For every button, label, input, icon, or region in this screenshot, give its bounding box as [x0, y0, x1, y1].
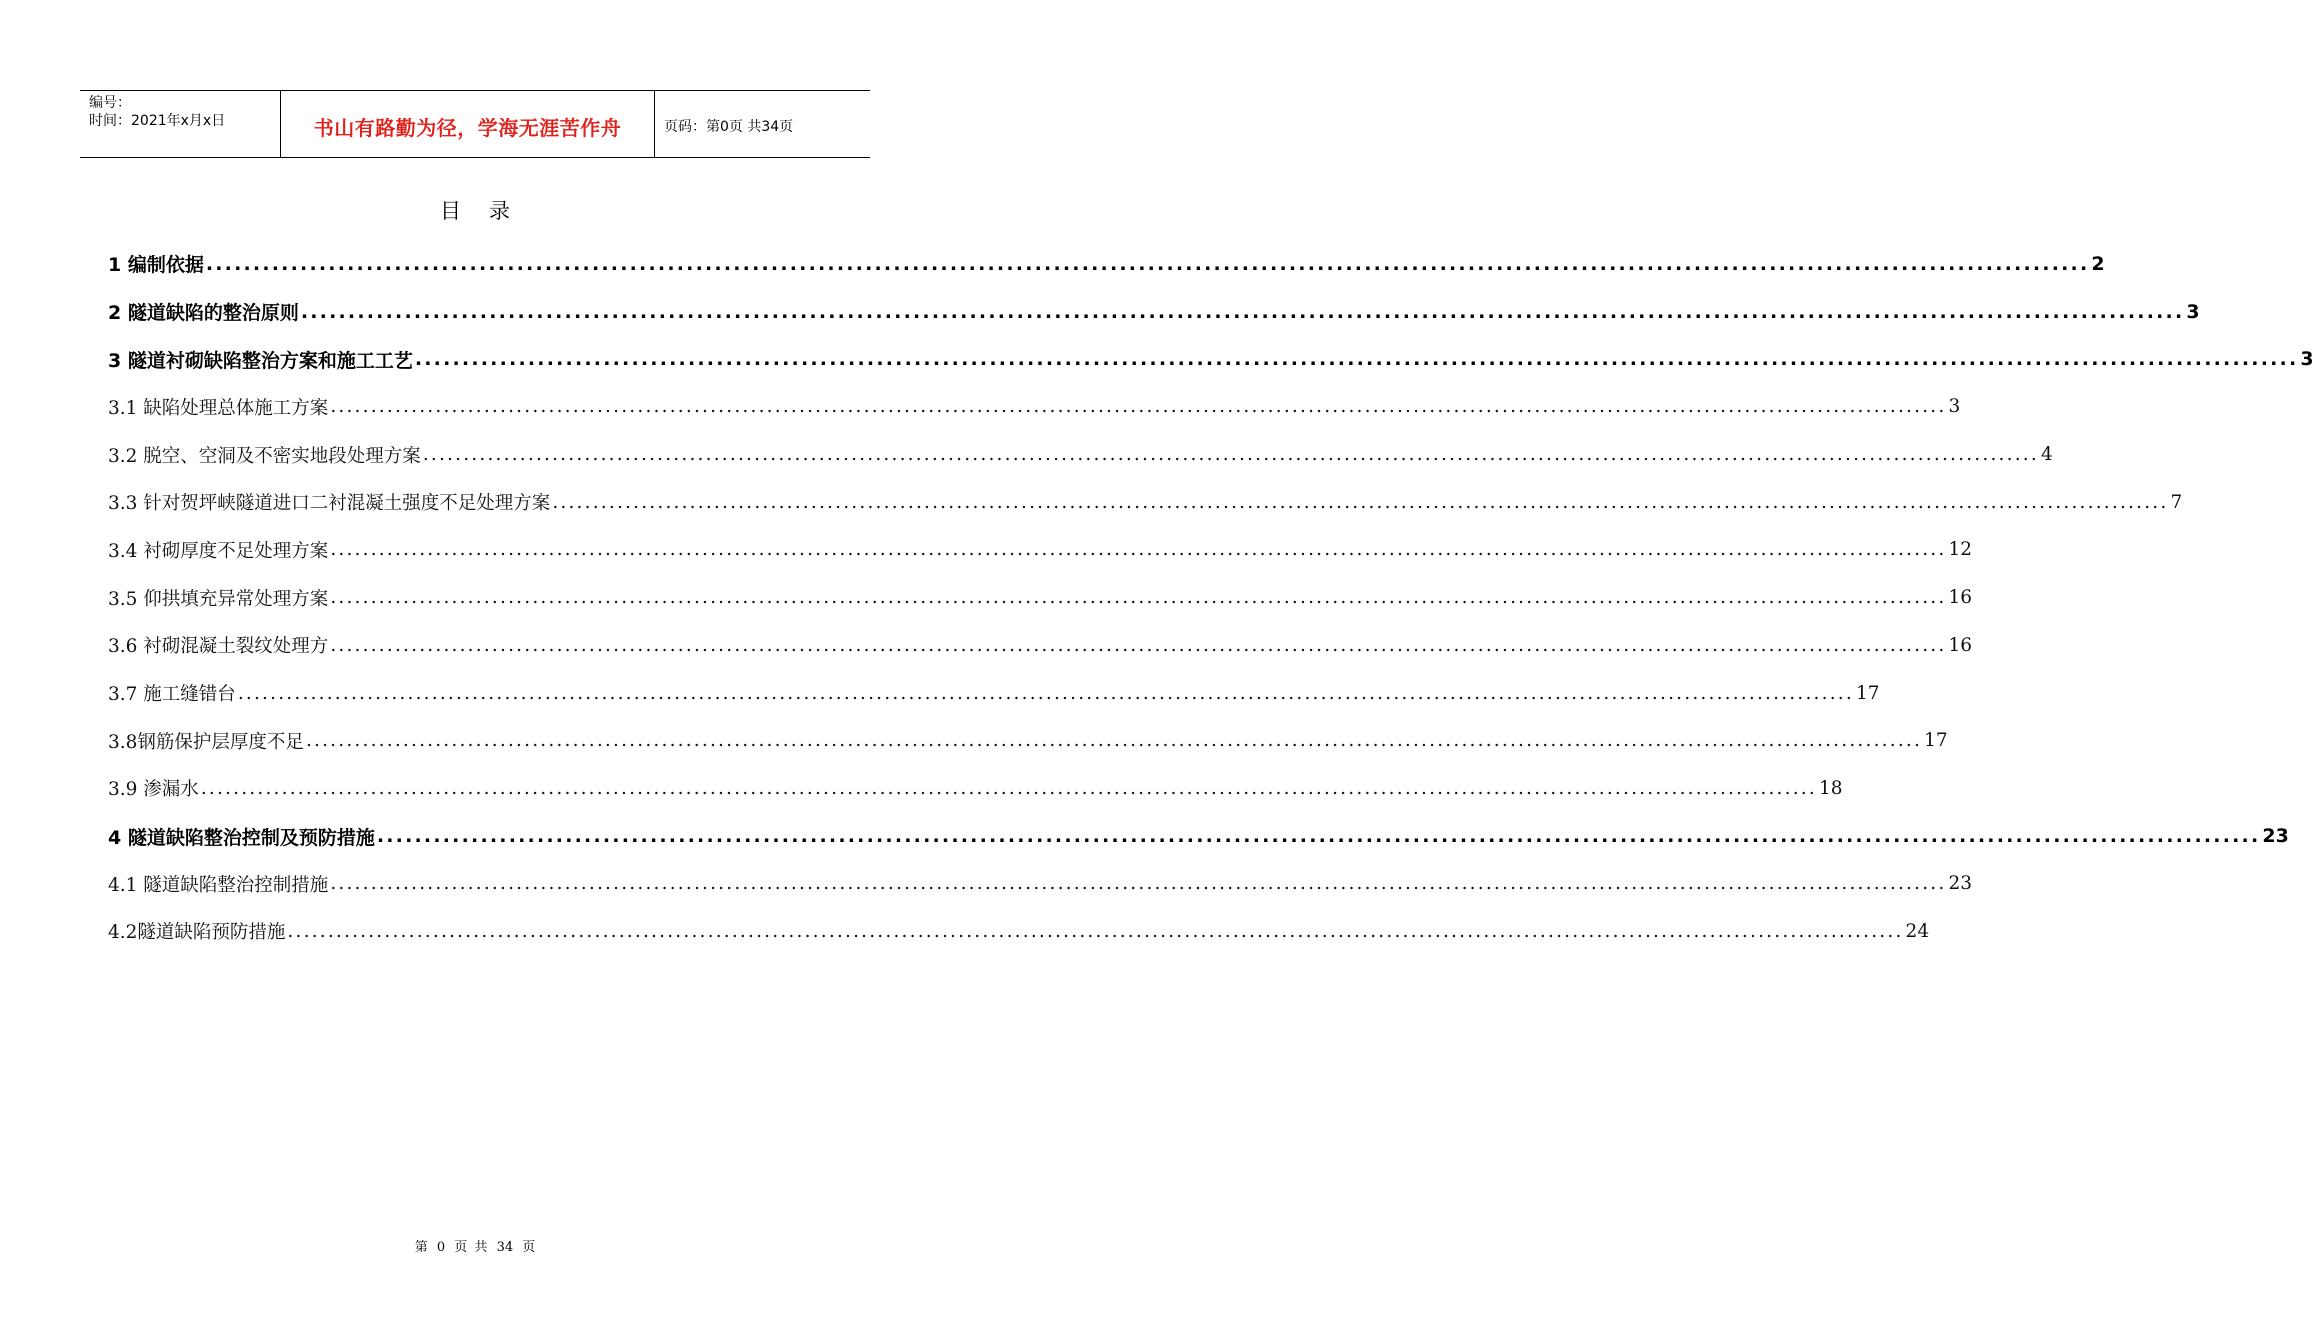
toc-entry-page: 17 [1924, 730, 1948, 752]
toc-entry-page: 4 [2040, 444, 2053, 466]
toc-entry[interactable] [108, 335, 2314, 383]
toc-leader-dots: ........................................................................................................................................................................................................ [205, 252, 2090, 275]
toc-entry-page: 16 [1948, 634, 1972, 656]
footer-prefix: 第 [414, 1240, 428, 1255]
toc-entry-page: 12 [1948, 539, 1972, 561]
toc-entry[interactable] [108, 431, 2053, 479]
page-header [80, 90, 870, 158]
toc-leader-dots: ........................................................................................................................................................................................................ [287, 920, 1904, 942]
toc-leader-dots: ........................................................................................................................................................................................................ [422, 444, 2039, 466]
document-time-label: 时间：2021年x月x日 [89, 113, 226, 129]
footer-suffix: 页 [522, 1240, 536, 1255]
toc-leader-dots: ........................................................................................................................................................................................................ [330, 634, 1947, 656]
toc-entry-page: 23 [2262, 825, 2289, 848]
toc-entry[interactable] [108, 669, 1880, 717]
table-of-contents [108, 240, 2314, 955]
toc-entry-label: 3.4 衬砌厚度不足处理方案 [108, 537, 330, 563]
toc-leader-dots: ........................................................................................................................................................................................................ [300, 300, 2185, 323]
toc-entry-page: 24 [1905, 920, 1930, 942]
toc-entry-page: 3 [2186, 300, 2200, 323]
toc-leader-dots: ........................................................................................................................................................................................................ [330, 873, 1947, 895]
toc-leader-dots: ........................................................................................................................................................................................................ [414, 348, 2299, 371]
toc-entry-label: 4.2隧道缺陷预防措施 [108, 918, 287, 944]
toc-leader-dots: ........................................................................................................................................................................................................ [376, 825, 2261, 848]
toc-entry[interactable] [108, 717, 1948, 765]
header-page-info: 页码：第0页 共34页 [664, 119, 794, 135]
toc-leader-dots: ........................................................................................................................................................................................................ [330, 396, 1947, 418]
toc-leader-dots: ........................................................................................................................................................................................................ [330, 539, 1947, 561]
header-meta-cell [80, 91, 281, 157]
toc-entry-label: 4 隧道缺陷整治控制及预防措施 [108, 823, 377, 850]
toc-entry-label: 3.9 渗漏水 [108, 775, 201, 801]
page-footer [0, 1236, 950, 1255]
toc-leader-dots: ........................................................................................................................................................................................................ [200, 777, 1817, 799]
toc-entry-page: 18 [1818, 777, 1843, 799]
toc-entry[interactable] [108, 908, 1930, 956]
toc-entry[interactable] [108, 526, 1972, 574]
toc-entry[interactable] [108, 812, 2289, 860]
toc-entry-label: 2 隧道缺陷的整治原则 [108, 298, 301, 325]
toc-entry-page: 7 [2170, 491, 2183, 513]
toc-entry-label: 3.5 仰拱填充异常处理方案 [108, 585, 330, 611]
toc-entry-page: 3 [2300, 348, 2314, 371]
toc-leader-dots: ........................................................................................................................................................................................................ [305, 730, 1923, 752]
toc-entry-page: 3 [1948, 396, 1961, 418]
toc-entry-page: 16 [1948, 587, 1972, 609]
toc-entry-label: 3.8钢筋保护层厚度不足 [108, 728, 306, 754]
toc-entry-label: 3.1 缺陷处理总体施工方案 [108, 394, 330, 420]
toc-entry-label: 1 编制依据 [108, 250, 206, 277]
toc-entry-label: 3.7 施工缝错台 [108, 680, 238, 706]
toc-entry-label: 3.3 针对贺坪峡隧道进口二衬混凝土强度不足处理方案 [108, 489, 552, 515]
toc-entry[interactable] [108, 383, 1961, 431]
footer-current-page: 0 [436, 1240, 446, 1255]
toc-entry-page: 2 [2091, 252, 2105, 275]
toc-leader-dots: ........................................................................................................................................................................................................ [237, 682, 1854, 704]
toc-title: 目录 [440, 199, 538, 223]
toc-leader-dots: ........................................................................................................................................................................................................ [552, 491, 2169, 513]
toc-entry-label: 3 隧道衬砌缺陷整治方案和施工工艺 [108, 346, 415, 373]
toc-entry[interactable] [108, 478, 2183, 526]
toc-entry[interactable] [108, 765, 1843, 813]
document-number-label: 编号： [89, 95, 131, 111]
toc-entry-page: 23 [1948, 873, 1972, 895]
toc-entry-label: 3.2 脱空、空洞及不密实地段处理方案 [108, 442, 423, 468]
footer-mid: 页 共 [454, 1240, 488, 1255]
toc-entry[interactable] [108, 288, 2200, 336]
toc-entry-label: 3.6 衬砌混凝土裂纹处理方 [108, 632, 330, 658]
toc-entry[interactable] [108, 574, 1972, 622]
footer-total-pages: 34 [496, 1240, 514, 1255]
toc-entry-label: 4.1 隧道缺陷整治控制措施 [108, 871, 330, 897]
toc-leader-dots: ........................................................................................................................................................................................................ [330, 587, 1947, 609]
toc-entry[interactable] [108, 860, 1972, 908]
toc-entry[interactable] [108, 240, 2105, 288]
toc-entry-page: 17 [1855, 682, 1880, 704]
header-motto: 书山有路勤为径，学海无涯苦作舟 [281, 91, 655, 157]
toc-entry[interactable] [108, 622, 1972, 670]
